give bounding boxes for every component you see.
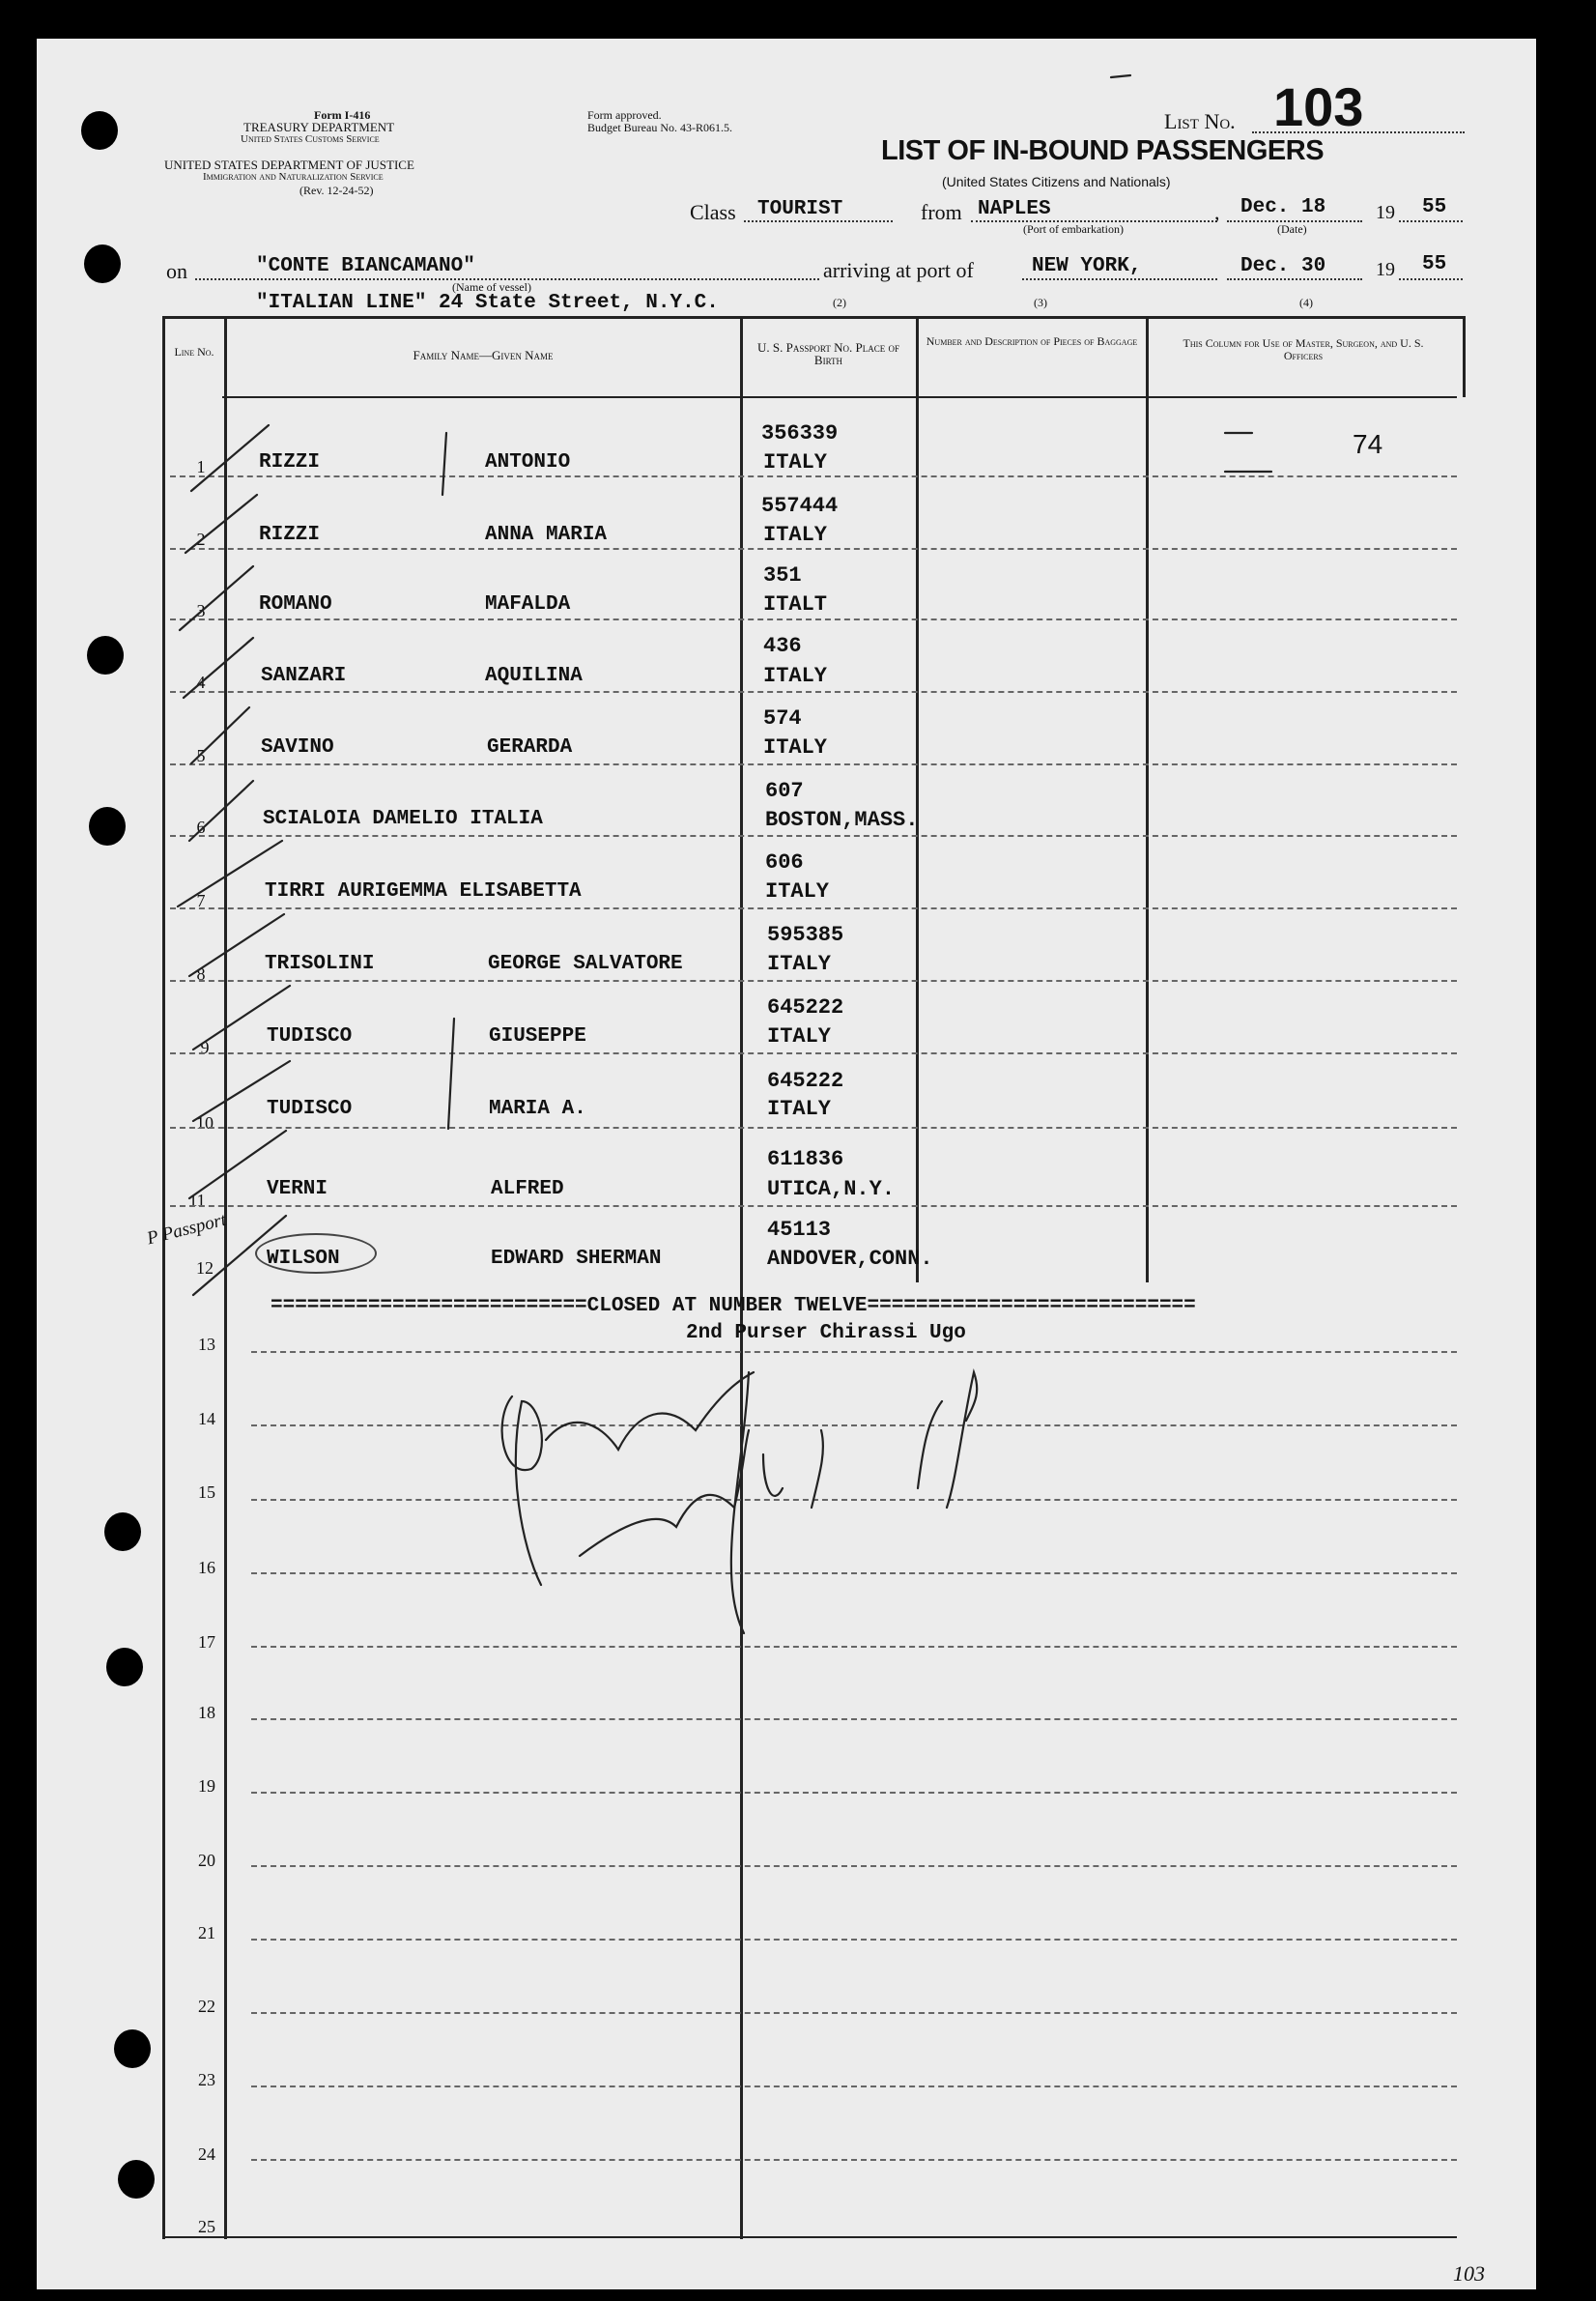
col-baggage: Number and Description of Pieces of Baggage xyxy=(926,334,1138,348)
line-number: 9 xyxy=(200,1038,210,1057)
place-of-birth: ITALY xyxy=(763,664,828,688)
ins-service: Immigration and Naturalization Service xyxy=(203,171,384,183)
given-name: GEORGE SALVATORE xyxy=(488,953,683,975)
given-name: EDWARD SHERMAN xyxy=(491,1248,662,1270)
line-number: 15 xyxy=(198,1482,215,1502)
family-name: RIZZI xyxy=(259,524,321,546)
family-name: WILSON xyxy=(267,1248,340,1270)
family-name: SAVINO xyxy=(261,736,334,759)
line-number: 18 xyxy=(198,1703,215,1722)
closing-line: ==========================CLOSED AT NUMBER TWELVE=========================== xyxy=(271,1295,1196,1317)
form-approved: Form approved. xyxy=(587,108,662,122)
passport-number: 645222 xyxy=(767,995,844,1020)
line-number: 19 xyxy=(198,1776,215,1796)
family-name: SCIALOIA DAMELIO ITALIA xyxy=(263,808,543,830)
line-number: 3 xyxy=(196,601,206,620)
from-value: NAPLES xyxy=(978,198,1051,220)
family-name: VERNI xyxy=(267,1178,328,1200)
vessel-name: "CONTE BIANCAMANO" xyxy=(256,255,475,277)
column-ref-4: (4) xyxy=(1299,296,1313,309)
family-name: TUDISCO xyxy=(267,1098,353,1120)
date-caption: (Date) xyxy=(1277,222,1307,236)
arrival-port: NEW YORK, xyxy=(1032,255,1142,277)
year2-value: 55 xyxy=(1422,253,1447,275)
given-name: MARIA A. xyxy=(489,1098,586,1120)
given-name: AQUILINA xyxy=(485,665,583,687)
line-number: 13 xyxy=(198,1335,215,1354)
line-number: 21 xyxy=(198,1923,215,1942)
place-of-birth: UTICA,N.Y. xyxy=(767,1177,896,1201)
given-name: GIUSEPPE xyxy=(489,1025,586,1048)
passport-number: 607 xyxy=(765,779,804,803)
given-name: ANNA MARIA xyxy=(485,524,608,546)
passport-number: 45113 xyxy=(767,1218,832,1242)
family-name: SANZARI xyxy=(261,665,347,687)
form-revision: (Rev. 12-24-52) xyxy=(299,184,374,197)
arriving-label: arriving at port of xyxy=(823,258,974,282)
date2-value: Dec. 30 xyxy=(1240,255,1326,277)
given-name: ALFRED xyxy=(491,1178,564,1200)
col-passport: U. S. Passport No. Place of Birth xyxy=(757,340,899,367)
class-value: TOURIST xyxy=(757,198,843,220)
line-number: 25 xyxy=(198,2217,215,2236)
form-number: Form I-416 xyxy=(314,108,371,122)
place-of-birth: ITALY xyxy=(763,523,828,547)
place-of-birth: ITALY xyxy=(767,1024,832,1049)
given-name: GERARDA xyxy=(487,736,573,759)
list-no-label: List No. xyxy=(1164,109,1236,133)
place-of-birth: ITALT xyxy=(763,592,828,617)
on-label: on xyxy=(166,259,187,283)
place-of-birth: ITALY xyxy=(765,879,830,904)
line-number: 22 xyxy=(198,1997,215,2016)
family-name: RIZZI xyxy=(259,451,321,474)
family-name: TUDISCO xyxy=(267,1025,353,1048)
col-officers: This Column for Use of Master, Surgeon, and U. S. Officers xyxy=(1183,336,1424,362)
from-label: from xyxy=(921,200,962,224)
given-name: MAFALDA xyxy=(485,593,571,616)
place-of-birth: ITALY xyxy=(763,735,828,760)
passport-number: 595385 xyxy=(767,923,844,947)
class-label: Class xyxy=(690,200,736,224)
page-corner-number: 103 xyxy=(1453,2261,1485,2286)
column-ref-3: (3) xyxy=(1034,296,1047,309)
line-number: 6 xyxy=(196,818,206,837)
year1-value: 55 xyxy=(1422,196,1447,218)
margin-note: P Passport xyxy=(145,1209,229,1250)
passport-number: 574 xyxy=(763,706,802,731)
date1-value: Dec. 18 xyxy=(1240,196,1326,218)
col-name: Family Name—Given Name xyxy=(413,348,554,362)
line-number: 12 xyxy=(196,1258,214,1278)
passport-number: 436 xyxy=(763,634,802,658)
place-of-birth: ANDOVER,CONN. xyxy=(767,1247,933,1271)
place-of-birth: ITALY xyxy=(767,952,832,976)
line-number: 17 xyxy=(198,1632,215,1652)
line-number: 5 xyxy=(196,746,206,765)
line-number: 16 xyxy=(198,1558,215,1577)
budget-bureau: Budget Bureau No. 43-R061.5. xyxy=(587,121,732,134)
line-number: 11 xyxy=(188,1191,206,1210)
passport-number: 557444 xyxy=(761,494,839,518)
line-number: 8 xyxy=(196,964,206,984)
family-name: ROMANO xyxy=(259,593,332,616)
place-of-birth: ITALY xyxy=(767,1097,832,1121)
list-number: 103 xyxy=(1273,76,1364,137)
family-name: TRISOLINI xyxy=(265,953,375,975)
passport-number: 351 xyxy=(763,563,802,588)
treasury-dept: TREASURY DEPARTMENT xyxy=(243,120,395,134)
port-caption: (Port of embarkation) xyxy=(1023,222,1124,236)
line-number: 24 xyxy=(198,2144,215,2164)
place-of-birth: BOSTON,MASS. xyxy=(765,808,919,832)
page-title: LIST OF IN-BOUND PASSENGERS xyxy=(881,135,1325,166)
comma: , xyxy=(1214,200,1220,224)
col-line-no: Line No. xyxy=(174,345,214,359)
customs-service: United States Customs Service xyxy=(241,133,380,145)
passport-number: 606 xyxy=(765,850,804,875)
page-subtitle: (United States Citizens and Nationals) xyxy=(942,174,1171,189)
given-name: ANTONIO xyxy=(485,451,571,474)
line-number: 23 xyxy=(198,2070,215,2089)
passport-number: 356339 xyxy=(761,421,839,446)
year1-prefix: 19 xyxy=(1376,202,1395,223)
justice-dept: UNITED STATES DEPARTMENT OF JUSTICE xyxy=(164,158,414,172)
purser-signature-line: 2nd Purser Chirassi Ugo xyxy=(686,1322,966,1344)
passport-number: 645222 xyxy=(767,1069,844,1093)
shipping-line-address: "ITALIAN LINE" 24 State Street, N.Y.C. xyxy=(256,292,719,314)
passport-number: 611836 xyxy=(767,1147,844,1171)
line-number: 7 xyxy=(196,891,206,910)
line-number: 1 xyxy=(196,457,206,476)
line-number: 14 xyxy=(198,1409,215,1428)
line-number: 2 xyxy=(196,530,206,549)
year2-prefix: 19 xyxy=(1376,259,1395,280)
line-number: 20 xyxy=(198,1851,215,1870)
column-ref-2: (2) xyxy=(833,296,846,309)
officer-note: 74 xyxy=(1353,429,1383,459)
line-number: 4 xyxy=(196,673,206,692)
vessel-caption: (Name of vessel) xyxy=(452,280,531,294)
family-name: TIRRI AURIGEMMA ELISABETTA xyxy=(265,880,582,903)
line-number: 10 xyxy=(196,1113,214,1133)
place-of-birth: ITALY xyxy=(763,450,828,475)
